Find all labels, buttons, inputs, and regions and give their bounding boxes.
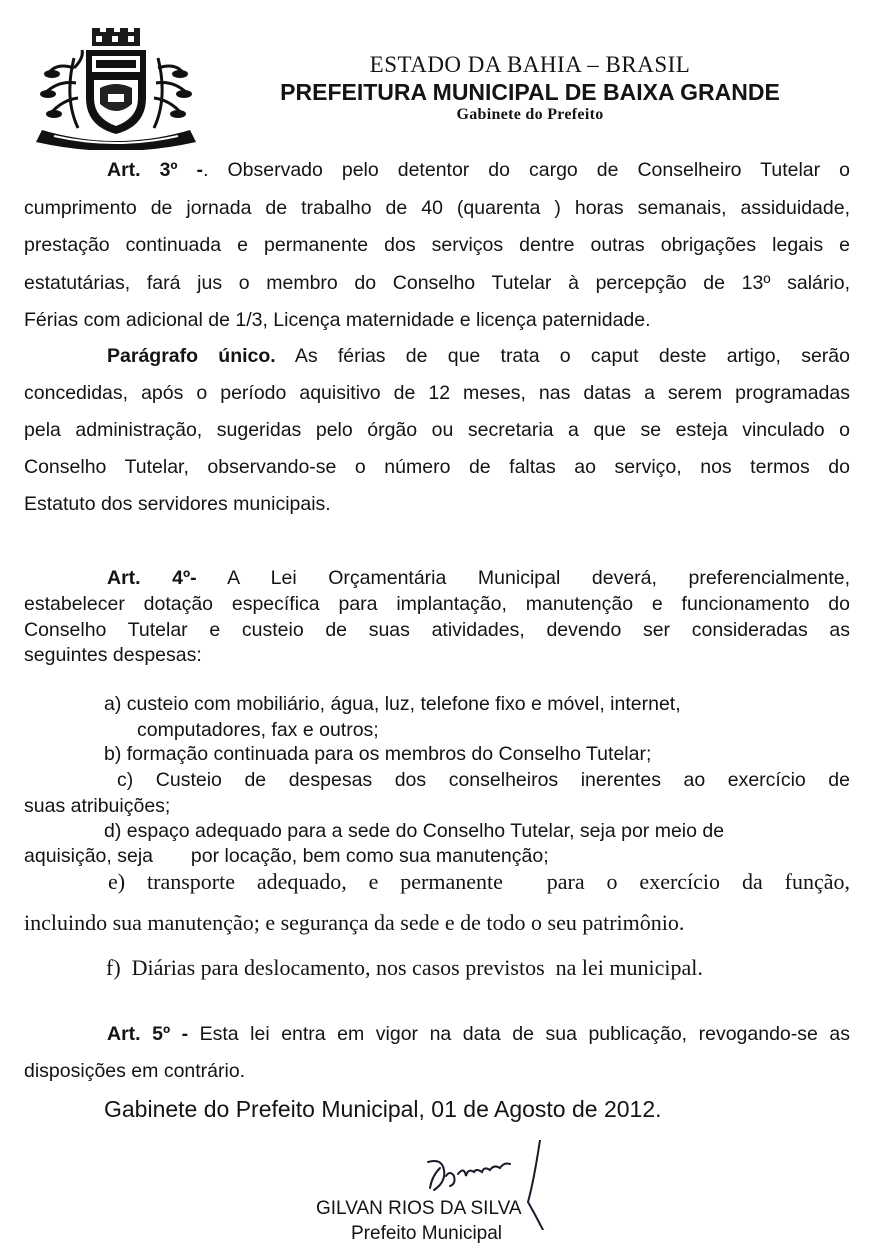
art4-line-1: Art. 4º- A Lei Orçamentária Municipal deverá, preferencialmente,: [107, 567, 850, 589]
art4-item-a-line-1: a) custeio com mobiliário, água, luz, telefone fixo e móvel, internet,: [104, 693, 681, 715]
art3-line-4: estatutárias, fará jus o membro do Conselho Tutelar à percepção de 13º salário,: [24, 272, 850, 294]
signatory-name: GILVAN RIOS DA SILVA: [316, 1198, 522, 1219]
paragrafo-line-2: concedidas, após o período aquisitivo de 12 meses, nas datas a serem programadas: [24, 382, 850, 404]
paragrafo-line-1: Parágrafo único. As férias de que trata o caput deste artigo, serão: [107, 345, 850, 367]
municipal-coat-of-arms-icon: [34, 28, 199, 150]
art4-item-f: f) Diárias para deslocamento, nos casos previstos na lei municipal.: [106, 955, 703, 980]
art3-line-5: Férias com adicional de 1/3, Licença maternidade e licença paternidade.: [24, 309, 651, 331]
paragrafo-line-3: pela administração, sugeridas pelo órgão ou secretaria a que se esteja vinculado o: [24, 419, 850, 441]
art3-line-2: cumprimento de jornada de trabalho de 40 (quarenta ) horas semanais, assiduidade,: [24, 197, 850, 219]
paragrafo-line-4: Conselho Tutelar, observando-se o número de faltas ao serviço, nos termos do: [24, 456, 850, 478]
art4-item-e-line-1: e) transporte adequado, e permanente para o exercício da função,: [108, 869, 850, 894]
art4-item-c-line-2: suas atribuições;: [24, 795, 171, 817]
art4-item-a-line-2: computadores, fax e outros;: [137, 719, 379, 741]
paragrafo-label: Parágrafo único.: [107, 345, 276, 367]
art5-line-1: Art. 5º - Esta lei entra em vigor na data de sua publicação, revogando-se as: [107, 1023, 850, 1045]
art4-label: Art. 4º-: [107, 567, 197, 589]
art4-item-d-line-2: aquisição, seja por locação, bem como sua manutenção;: [24, 845, 549, 867]
art4-item-d-line-1: d) espaço adequado para a sede do Conselho Tutelar, seja por meio de: [104, 820, 725, 842]
closing-line: Gabinete do Prefeito Municipal, 01 de Agosto de 2012.: [104, 1096, 662, 1122]
art4-item-b: b) formação continuada para os membros do Conselho Tutelar;: [104, 743, 652, 765]
art4-line-2: estabelecer dotação específica para implantação, manutenção e funcionamento do: [24, 593, 850, 615]
paragrafo-line-5: Estatuto dos servidores municipais.: [24, 493, 331, 515]
art4-line-3: Conselho Tutelar e custeio de suas atividades, devendo ser consideradas as: [24, 619, 850, 641]
art3-line-1: Art. 3º -. Observado pelo detentor do cargo de Conselheiro Tutelar o: [107, 159, 850, 181]
art5-label: Art. 5º -: [107, 1023, 189, 1045]
art4-item-c-line-1: c) Custeio de despesas dos conselheiros inerentes ao exercício de: [117, 769, 850, 791]
signatory-role: Prefeito Municipal: [351, 1223, 503, 1244]
art4-item-e-line-2: incluindo sua manutenção; e segurança da sede e de todo o seu patrimônio.: [24, 910, 685, 935]
header-gabinete: Gabinete do Prefeito: [456, 106, 604, 123]
art3-label: Art. 3º -: [107, 159, 204, 181]
art3-line-3: prestação continuada e permanente dos serviços dentre outras obrigações legais e: [24, 234, 850, 256]
art4-line-4: seguintes despesas:: [24, 644, 202, 666]
header-prefeitura: PREFEITURA MUNICIPAL DE BAIXA GRANDE: [280, 79, 780, 105]
header-state: ESTADO DA BAHIA – BRASIL: [369, 52, 691, 77]
art5-line-2: disposições em contrário.: [24, 1060, 246, 1082]
